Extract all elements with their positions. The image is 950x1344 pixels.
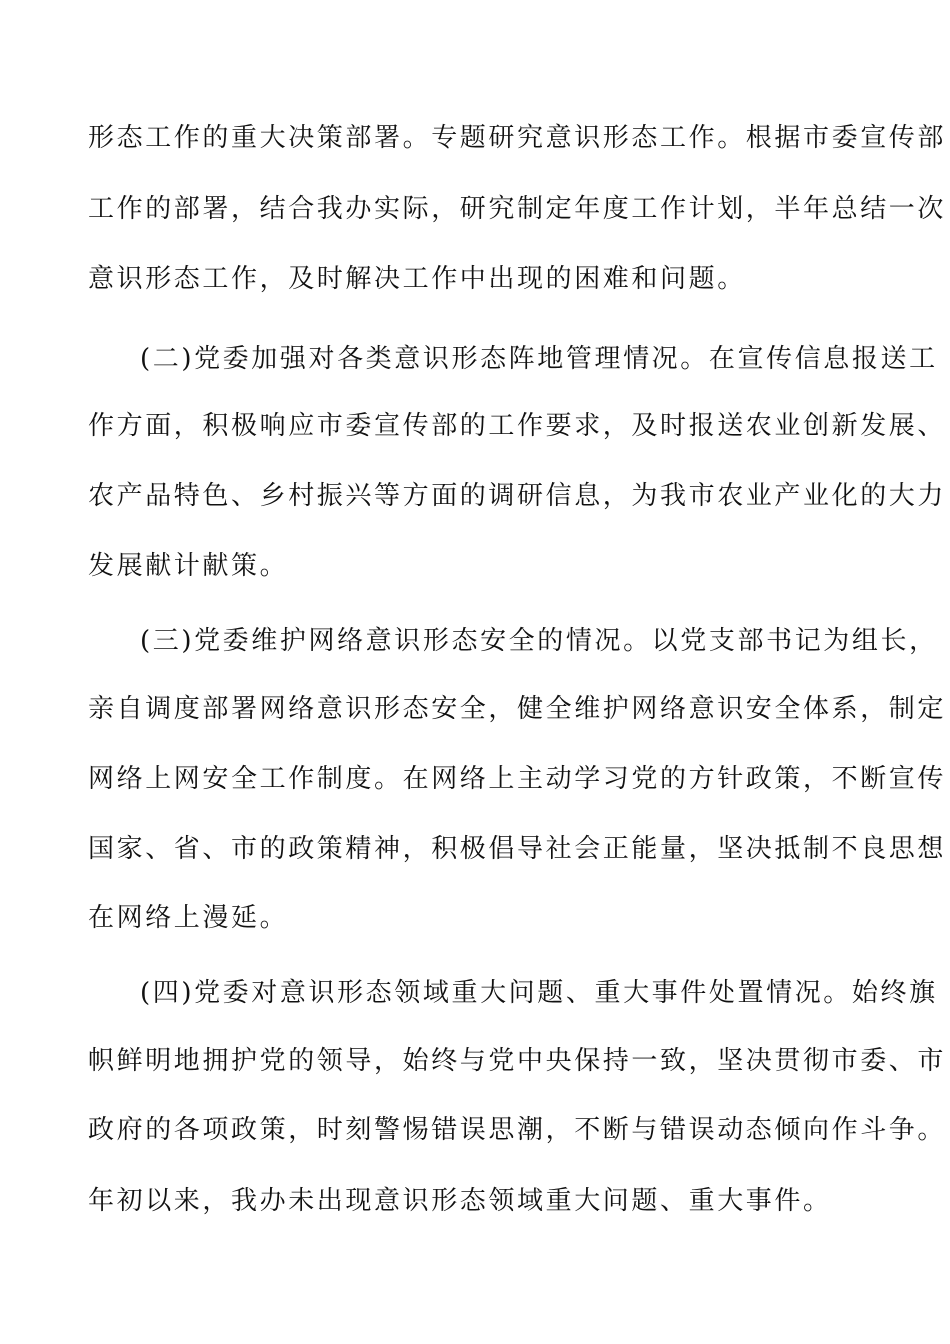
paragraph-4-line-2: 帜鲜明地拥护党的领导，始终与党中央保持一致，坚决贯彻市委、市 (88, 1046, 947, 1076)
paragraph-2-line-3: 农产品特色、乡村振兴等方面的调研信息，为我市农业产业化的大力 (88, 481, 947, 511)
paragraph-3-line-5: 在网络上漫延。 (88, 903, 289, 933)
paragraph-4-line-4: 年初以来，我办未出现意识形态领域重大问题、重大事件。 (88, 1186, 832, 1216)
paragraph-3-line-1: (三)党委维护网络意识形态安全的情况。以党支部书记为组长， (140, 626, 938, 656)
paragraph-4-line-3: 政府的各项政策，时刻警惕错误思潮，不断与错误动态倾向作斗争。 (88, 1115, 947, 1145)
paragraph-2-line-2: 作方面，积极响应市委宣传部的工作要求，及时报送农业创新发展、 (88, 411, 947, 441)
paragraph-3-line-4: 国家、省、市的政策精神，积极倡导社会正能量，坚决抵制不良思想 (88, 834, 947, 864)
paragraph-2-line-4: 发展献计献策。 (88, 551, 289, 581)
paragraph-2-line-1: (二)党委加强对各类意识形态阵地管理情况。在宣传信息报送工 (140, 344, 938, 374)
paragraph-3-line-3: 网络上网安全工作制度。在网络上主动学习党的方针政策，不断宣传 (88, 764, 947, 794)
paragraph-1-line-3: 意识形态工作，及时解决工作中出现的困难和问题。 (88, 264, 746, 294)
paragraph-1-line-2: 工作的部署，结合我办实际，研究制定年度工作计划，半年总结一次 (88, 194, 947, 224)
paragraph-3-line-2: 亲自调度部署网络意识形态安全，健全维护网络意识安全体系，制定 (88, 694, 947, 724)
paragraph-1-line-1: 形态工作的重大决策部署。专题研究意识形态工作。根据市委宣传部 (88, 123, 947, 153)
paragraph-4-line-1: (四)党委对意识形态领域重大问题、重大事件处置情况。始终旗 (140, 978, 938, 1008)
